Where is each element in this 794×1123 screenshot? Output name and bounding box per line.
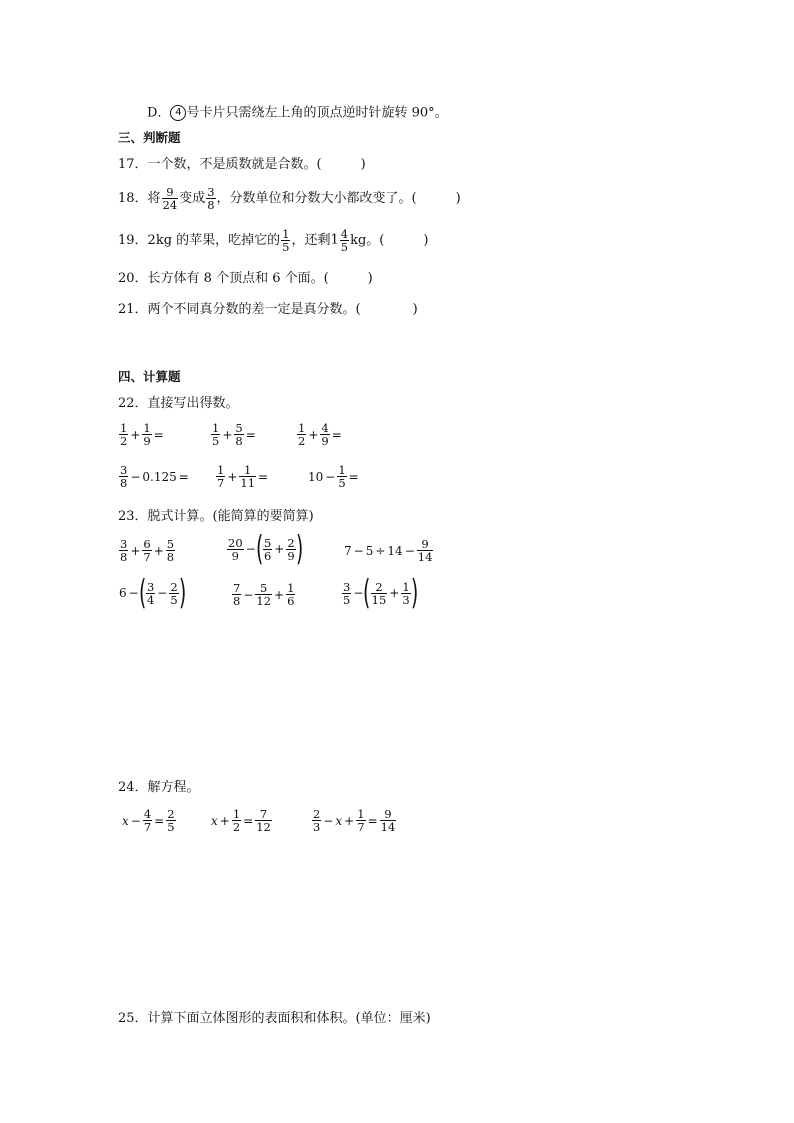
q23-expr-e: $\frac{7}{8}$ − $\frac{5}{12}$ + $\frac{1}{6}$ — [233, 581, 295, 608]
q22-expr-f: 10 − $\frac{1}{5}$ = — [308, 463, 359, 490]
section3-heading: 三、判断题 — [118, 130, 181, 145]
question-20: 20．长方体有 8 个顶点和 6 个面。( ) — [118, 271, 373, 286]
fraction: $\frac{3}{8}$ — [207, 185, 215, 212]
question-22: 22．直接写出得数。 — [118, 396, 239, 411]
question-19: 19．2kg 的苹果，吃掉它的 $\frac{1}{5}$ ，还剩1 $\frac{4}{5}$ kg。( ) — [118, 227, 429, 254]
q23-expr-a: $\frac{3}{8}$ + $\frac{6}{7}$ + $\frac{5}{8}$ — [120, 537, 175, 564]
mixed-number: 1 $\frac{4}{5}$ — [330, 227, 349, 254]
fraction: $\frac{1}{5}$ — [282, 227, 290, 254]
q24-eq-c: $\frac{2}{3}$ − x + $\frac{1}{7}$ = $\frac{9}{14}$ — [313, 807, 396, 834]
question-17: 17．一个数，不是质数就是合数。( ) — [118, 157, 366, 172]
q24-eq-a: x − $\frac{4}{7}$ = $\frac{2}{5}$ — [122, 807, 175, 834]
question-21: 21．两个不同真分数的差一定是真分数。( ) — [118, 302, 418, 317]
q23-expr-f: $\frac{3}{5}$ −( $\frac{2}{15}$ + $\frac{1}{3}$ ) — [343, 573, 418, 613]
question-24: 24．解方程。 — [118, 780, 200, 795]
fraction: $\frac{9}{24}$ — [162, 185, 178, 212]
q22-expr-e: $\frac{1}{7}$ + $\frac{1}{11}$ = — [217, 463, 269, 490]
q23-expr-c: 7 − 5 ÷ 14 − $\frac{9}{14}$ — [344, 537, 433, 564]
q22-expr-d: $\frac{3}{8}$ − 0.125 = — [120, 463, 189, 490]
circled-number: 4 — [170, 105, 186, 121]
q22-expr-a: $\frac{1}{2}$ + $\frac{1}{9}$ = — [120, 421, 164, 448]
option-d: D． 4 号卡片只需绕左上角的顶点逆时针旋转 90°。 — [147, 105, 448, 121]
q23-expr-b: $\frac{20}{9}$ −( $\frac{5}{6}$ + $\frac{2}{9}$ ) — [228, 529, 303, 569]
q22-expr-b: $\frac{1}{5}$ + $\frac{5}{8}$ = — [212, 421, 256, 448]
q22-expr-c: $\frac{1}{2}$ + $\frac{4}{9}$ = — [298, 421, 342, 448]
question-23: 23．脱式计算。(能简算的要简算) — [118, 509, 314, 524]
q23-expr-d: 6 −( $\frac{3}{4}$ − $\frac{2}{5}$ ) — [119, 573, 186, 613]
q24-eq-b: x + $\frac{1}{2}$ = $\frac{7}{12}$ — [211, 807, 271, 834]
question-25: 25．计算下面立体图形的表面积和体积。(单位：厘米) — [118, 1011, 431, 1026]
section4-heading: 四、计算题 — [118, 369, 181, 384]
question-18: 18．将 $\frac{9}{24}$ 变成 $\frac{3}{8}$ ，分数单位和分数大小都改变了。( ) — [118, 185, 461, 212]
